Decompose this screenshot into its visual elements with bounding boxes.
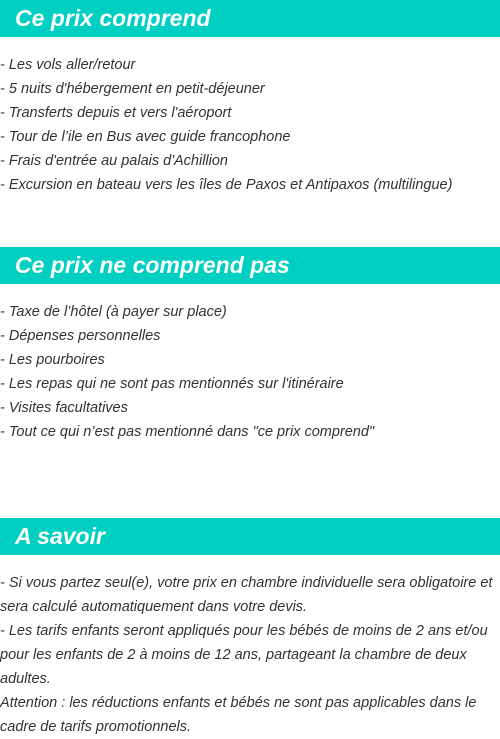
info-body [0, 571, 500, 739]
list-item: - Visites facultatives [0, 400, 128, 416]
section-title-includes: Ce prix comprend [0, 0, 500, 37]
list-item: - Tour de l’ile en Bus avec guide francophone [0, 129, 291, 145]
list-item: - Tout ce qui n’est pas mentionné dans "ce prix comprend" [0, 424, 375, 440]
section-excludes [0, 247, 500, 444]
info-paragraph: Attention : les réductions enfants et bébés ne sont pas applicables dans le cadre de tarifs promotionnels. [0, 695, 477, 735]
excludes-list [0, 300, 500, 444]
list-item: - Excursion en bateau vers les îles de Paxos et Antipaxos (multilingue) [0, 177, 453, 193]
list-item: - Frais d'entrée au palais d'Achillion [0, 153, 228, 169]
list-item: - Transferts depuis et vers l'aéroport [0, 105, 232, 121]
info-paragraph: - Les tarifs enfants seront appliqués pour les bébés de moins de 2 ans et/ou pour les enfants de 2 à moins de 12 ans, partageant la chambre de deux adultes. [0, 623, 488, 687]
section-includes [0, 0, 500, 197]
includes-list [0, 53, 500, 197]
section-title-info: A savoir [0, 518, 500, 555]
list-item: - Dépenses personnelles [0, 328, 161, 344]
list-item: - Les repas qui ne sont pas mentionnés sur l'itinéraire [0, 376, 344, 392]
list-item: - Les vols aller/retour [0, 57, 136, 73]
list-item: - Taxe de l’hôtel (à payer sur place) [0, 304, 227, 320]
section-info [0, 518, 500, 739]
section-title-excludes: Ce prix ne comprend pas [0, 247, 500, 284]
info-paragraph: - Si vous partez seul(e), votre prix en chambre individuelle sera obligatoire et sera calculé automatiquement dans votre devis. [0, 575, 493, 615]
list-item: - Les pourboires [0, 352, 105, 368]
list-item: - 5 nuits d'hébergement en petit-déjeuner [0, 81, 265, 97]
